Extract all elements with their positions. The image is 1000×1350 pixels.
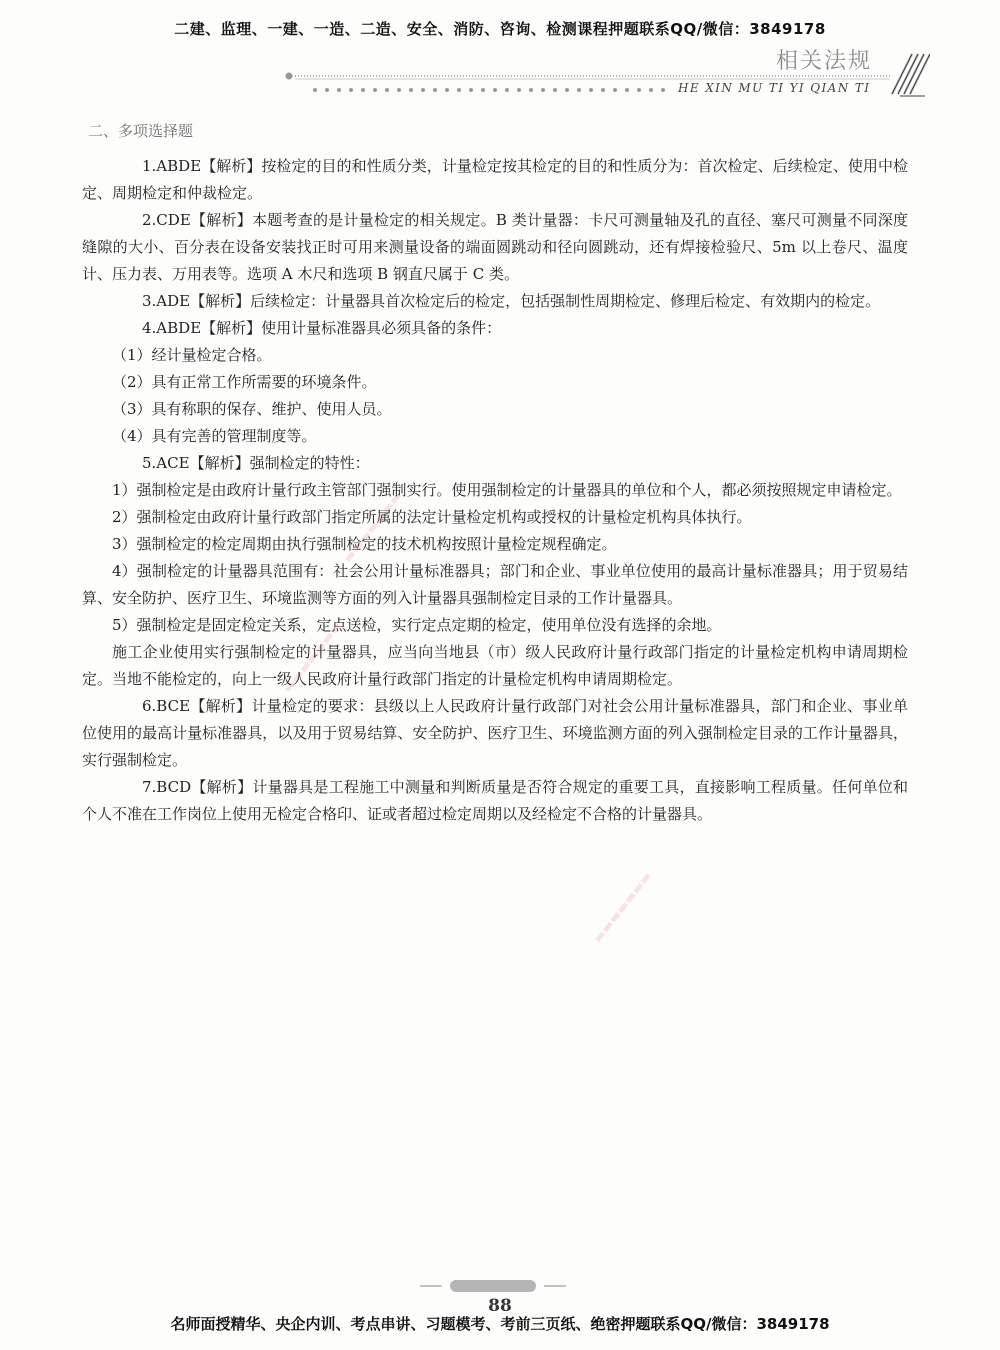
answer-number: 2.CDE	[142, 211, 191, 229]
answer-4	[82, 315, 908, 342]
analysis-tag: 【解析】	[201, 319, 262, 337]
analysis-tag: 【解析】	[189, 454, 250, 472]
answer-4-item: （3）具有称职的保存、维护、使用人员。	[112, 400, 392, 418]
watermark-mark: ▬▬▬▬▬▬▬	[590, 869, 656, 946]
answer-text: 使用计量标准器具必须具备的条件：	[261, 319, 502, 337]
answer-5-item: 2）强制检定由政府计量行政部门指定所属的法定计量检定机构或授权的计量检定机构具体执行。	[112, 508, 752, 526]
analysis-tag: 【解析】	[191, 778, 253, 796]
answer-text: 本题考查的是计量检定的相关规定。B 类计量器：卡尺可测量轴及孔的直径、塞尺可测量不同深度缝隙的大小、百分表在设备安装找正时可用来测量设备的端面圆跳动和径向圆跳动，还有焊接检验尺、5m 以上卷尺、温度计、压力表、万用表等。选项 A 木尺和选项 B 钢直尺属于 C 类。	[82, 211, 908, 283]
analysis-tag: 【解析】	[201, 157, 262, 175]
answer-5	[82, 450, 908, 477]
answer-text: 计量器具是工程施工中测量和判断质量是否符合规定的重要工具，直接影响工程质量。任何单位和个人不准在工作岗位上使用无检定合格印、证或者超过检定周期以及经检定不合格的计量器具。	[82, 778, 908, 823]
answer-number: 6.BCE	[142, 697, 191, 715]
answer-number: 7.BCD	[142, 778, 192, 796]
answer-4-item: （4）具有完善的管理制度等。	[112, 427, 317, 445]
header-title: 相关法规	[776, 49, 873, 74]
analysis-tag: 【解析】	[190, 211, 252, 229]
answer-text: 强制检定的特性：	[249, 454, 370, 472]
answer-1	[82, 153, 908, 207]
bottom-banner: 名师面授精华、央企内训、考点串讲、习题模考、考前三页纸、绝密押题联系QQ/微信：3849178	[170, 1315, 830, 1333]
answer-5-item: 5）强制检定是固定检定关系，定点送检，实行定点定期的检定，使用单位没有选择的余地。	[112, 616, 722, 634]
answer-number: 4.ABDE	[142, 319, 202, 337]
answer-5-item: 1）强制检定是由政府计量行政主管部门强制实行。使用强制检定的计量器具的单位和个人，都必须按照规定申请检定。	[112, 481, 902, 499]
answer-3	[82, 288, 908, 315]
page-number: 88	[488, 1296, 512, 1316]
answer-number: 3.ADE	[142, 292, 191, 310]
top-banner: 二建、监理、一建、一造、二造、安全、消防、咨询、检测课程押题联系QQ/微信：3849178	[174, 20, 826, 38]
section-heading: 二、多项选择题	[88, 122, 194, 140]
answer-7	[82, 774, 908, 828]
answer-number: 1.ABDE	[142, 157, 202, 175]
answer-5-note: 施工企业使用实行强制检定的计量器具，应当向当地县（市）级人民政府计量行政部门指定的计量检定机构申请周期检定。当地不能检定的，向上一级人民政府计量行政部门指定的计量检定机构申请周期检定。	[82, 643, 908, 688]
answer-text: 计量检定的要求：县级以上人民政府计量行政部门对社会公用计量标准器具，部门和企业、事业单位使用的最高计量标准器具，以及用于贸易结算、安全防护、医疗卫生、环境监测方面的列入强制检定目录的工作计量器具，实行强制检定。	[82, 697, 908, 769]
analysis-tag: 【解析】	[190, 697, 252, 715]
header-pinyin: HE XIN MU TI YI QIAN TI	[678, 81, 871, 95]
answer-text: 按检定的目的和性质分类，计量检定按其检定的目的和性质分为：首次检定、后续检定、使用中检定、周期检定和仲裁检定。	[82, 157, 908, 202]
answer-6	[82, 693, 908, 774]
answer-4-item: （1）经计量检定合格。	[112, 346, 272, 364]
answer-4-item: （2）具有正常工作所需要的环境条件。	[112, 373, 377, 391]
answer-5-item: 4）强制检定的计量器具范围有：社会公用计量标准器具；部门和企业、事业单位使用的最高计量标准器具；用于贸易结算、安全防护、医疗卫生、环境监测等方面的列入计量器具强制检定目录的工作计量器具。	[82, 562, 908, 607]
answer-text: 后续检定：计量器具首次检定后的检定，包括强制性周期检定、修理后检定、有效期内的检定。	[250, 292, 881, 310]
answer-content	[82, 153, 908, 828]
answer-number: 5.ACE	[142, 454, 190, 472]
footer-ornament	[420, 1278, 580, 1298]
analysis-tag: 【解析】	[190, 292, 251, 310]
watermark-mark: ▬▬▬▬▬▬▬	[280, 619, 346, 696]
watermark-mark: ▬▬▬▬▬▬▬	[340, 489, 406, 566]
answer-5-item: 3）强制检定的检定周期由执行强制检定的技术机构按照计量检定规程确定。	[112, 535, 617, 553]
answer-2	[82, 207, 908, 288]
